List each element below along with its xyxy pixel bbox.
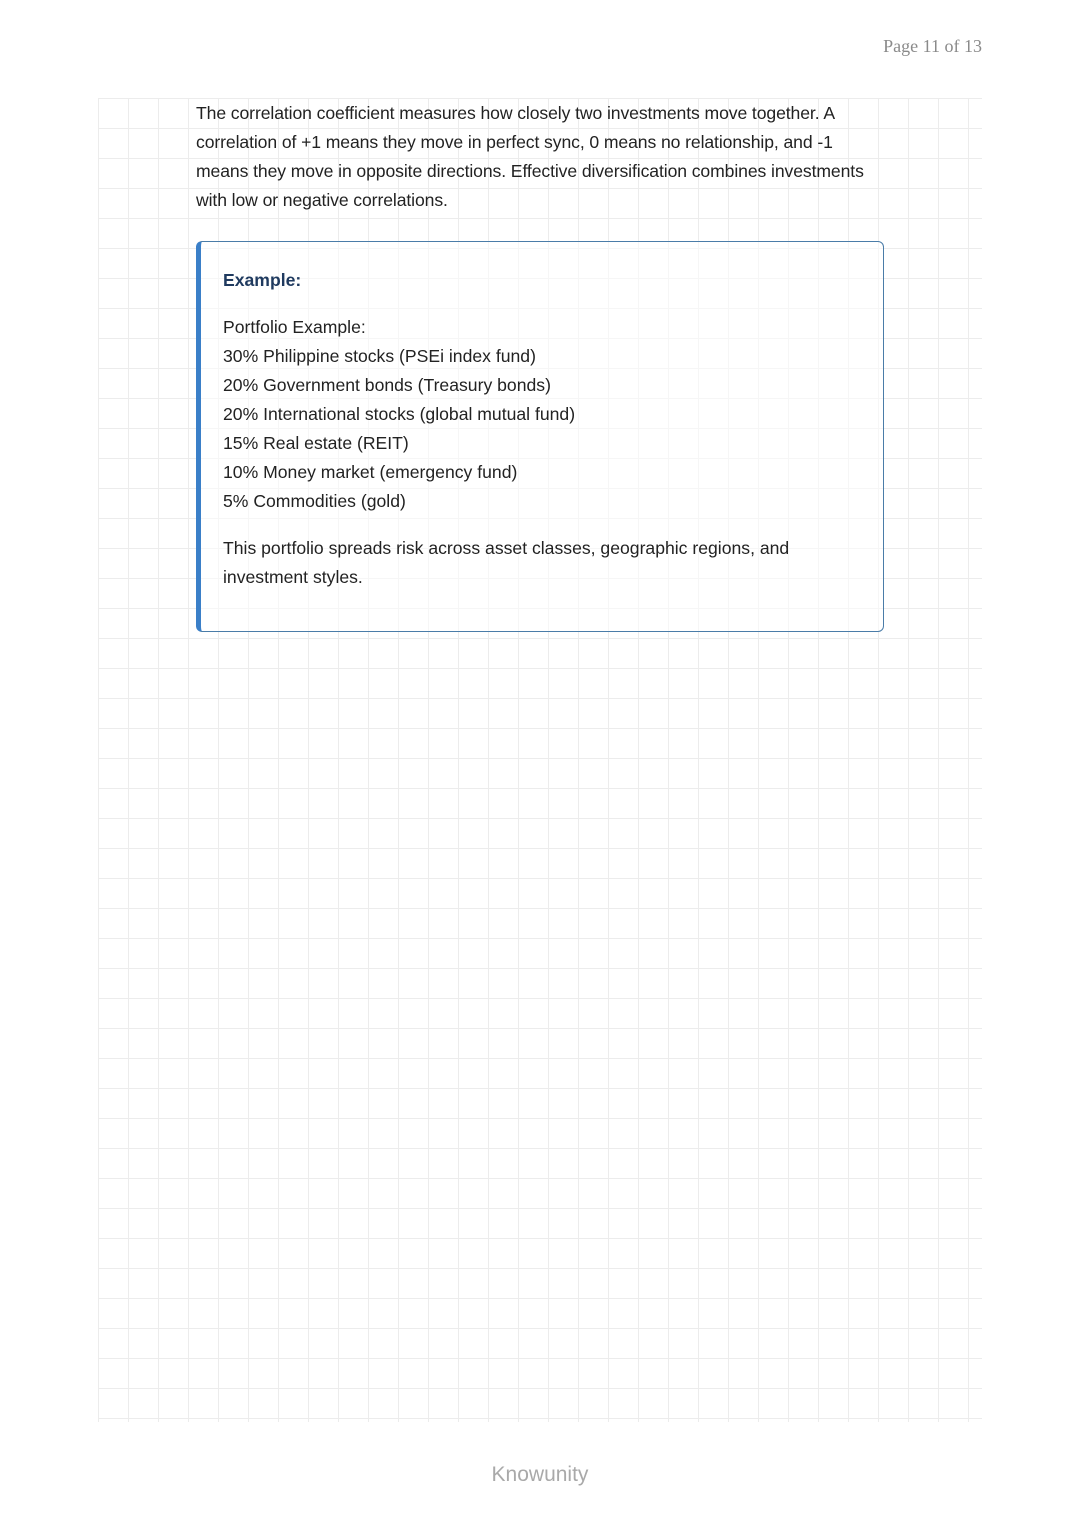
example-title: Example: [223, 270, 302, 290]
example-content [223, 266, 863, 592]
list-item: 20% International stocks (global mutual fund) [223, 404, 576, 424]
main-content [196, 99, 886, 215]
page-indicator: Page 11 of 13 [883, 36, 982, 56]
example-summary: This portfolio spreads risk across asset classes, geographic regions, and investment styles. [223, 538, 790, 587]
list-item: 5% Commodities (gold) [223, 491, 406, 511]
list-item: 30% Philippine stocks (PSEi index fund) [223, 346, 536, 366]
portfolio-allocation-list [223, 342, 863, 516]
example-intro: Portfolio Example: [223, 317, 366, 337]
list-item: 10% Money market (emergency fund) [223, 462, 518, 482]
footer-brand-logo: Knowunity [491, 1463, 589, 1486]
list-item: 15% Real estate (REIT) [223, 433, 409, 453]
list-item: 20% Government bonds (Treasury bonds) [223, 375, 551, 395]
correlation-paragraph: The correlation coefficient measures how closely two investments move together. A correlation of +1 means they move in perfect sync, 0 means no relationship, and -1 means they move in opposite directions. Effective diversification combines investments with low or negative correlations. [196, 103, 864, 210]
example-callout-box [196, 241, 884, 632]
